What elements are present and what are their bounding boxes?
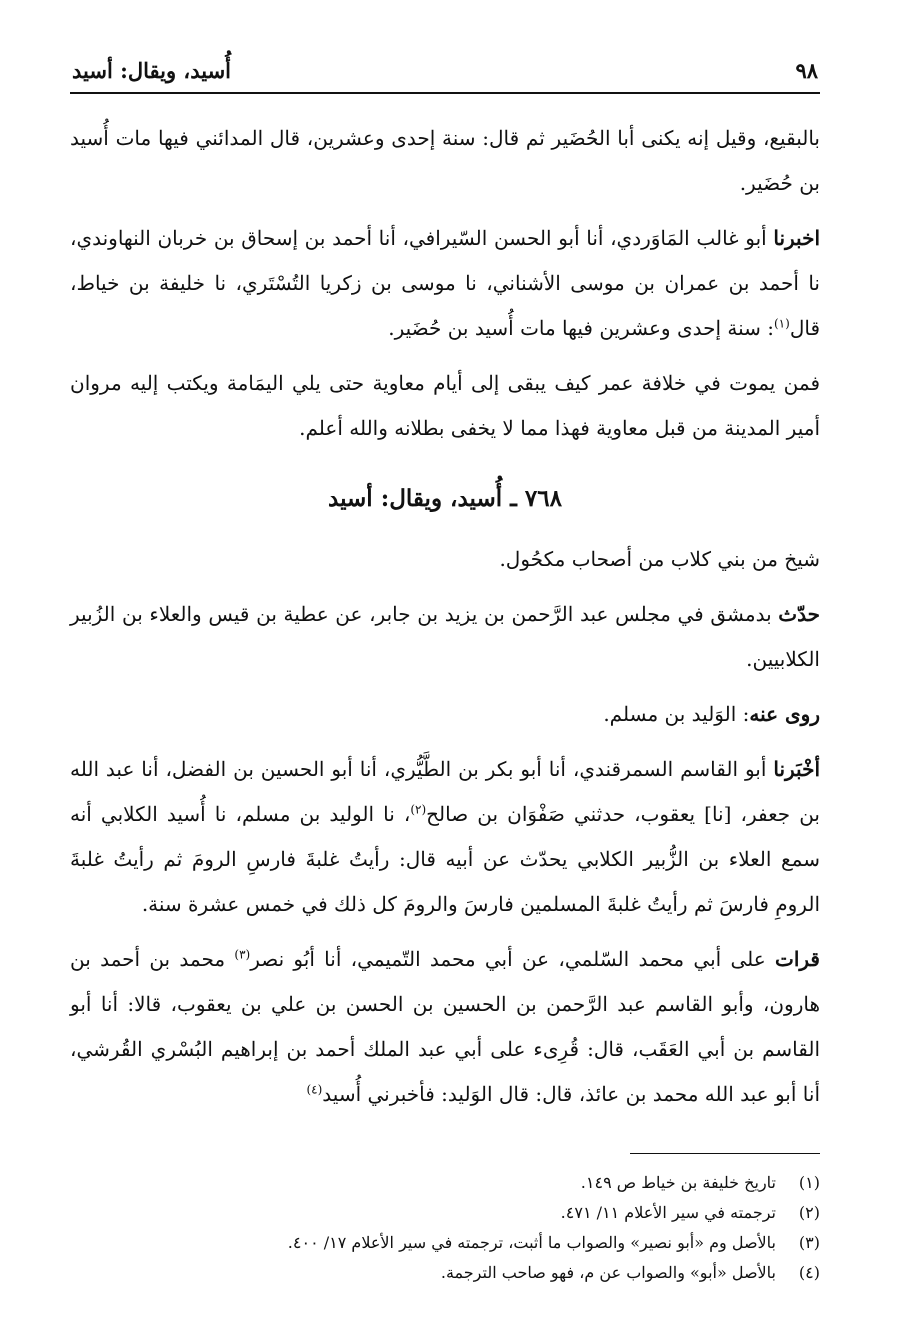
footnote-separator	[630, 1153, 820, 1154]
paragraph: شيخ من بني كلاب من أصحاب مكحُول.	[499, 547, 820, 571]
paragraph-lead: روى عنه	[749, 702, 820, 726]
page-header	[70, 52, 820, 94]
paragraph-lead: حدّث	[778, 602, 820, 626]
paragraph: روى عنه: الوَليد بن مسلم.	[603, 702, 820, 726]
footnote-text: ترجمته في سير الأعلام ١١/ ٤٧١.	[560, 1203, 776, 1222]
footnote-ref[interactable]: (٢)	[410, 802, 427, 817]
footnote-number: (٣)	[798, 1233, 820, 1252]
footnote	[70, 1228, 820, 1258]
paragraph-lead: قرات	[775, 947, 820, 971]
footnote	[70, 1168, 820, 1198]
footnote-text: بالأصل وم «أبو نصير» والصواب ما أثبت، ترجمته في سير الأعلام ١٧/ ٤٠٠.	[287, 1233, 776, 1252]
footnote-text: بالأصل «أبو» والصواب عن م، فهو صاحب الترجمة.	[440, 1263, 776, 1282]
main-text	[70, 116, 820, 1117]
paragraph: أخْبَرنا أبو القاسم السمرقندي، أنا أبو بكر بن الطَّيُّري، أنا أبو الحسين بن الفضل، أنا عبد الله بن جعفر، [نا] يعقوب، حدثني صَفْوَان بن صالح$^{(٢)}$، نا الوليد بن مسلم، نا أُسيد الكلابي أنه سمع العلاء بن الزُّبير الكلابي يحدّث عن أبيه قال: رأيتُ غلبةَ فارسِ الرومَ ثم رأيتُ غلبةَ الرومِ فارسَ ثم رأيتُ غلبةَ المسلمين فارسَ والرومَ كل ذلك في خمس عشرة سنة.	[70, 757, 821, 916]
footnotes	[70, 1168, 820, 1288]
paragraph: اخبرنا أبو غالب المَاوَردي، أنا أبو الحسن السّيرافي، أنا أحمد بن إسحاق بن خربان النهاوندي، نا أحمد بن عمران بن موسى الأشناني، نا موسى بن زكريا التُسْتَري، نا خليفة بن خياط، قال$^{(١)}$: سنة إحدى وعشرين فيها مات أُسيد بن حُضَير.	[70, 226, 820, 340]
footnote	[70, 1258, 820, 1288]
footnote-number: (١)	[798, 1173, 820, 1192]
paragraph: حدّث بدمشق في مجلس عبد الرَّحمن بن يزيد بن جابر، عن عطية بن قيس والعلاء بن الزُبير الكلابيين.	[70, 602, 820, 671]
entry-heading: ٧٦٨ ـ أُسيد، ويقال: أسيد	[328, 485, 562, 512]
paragraph: قرات على أبي محمد السّلمي، عن أبي محمد التّميمي، أنا أبُو نصر$^{(٣)}$ محمد بن أحمد بن هارون، وأبو القاسم عبد الرَّحمن بن الحسين بن الحسن بن علي بن يعقوب، قالا: أنا أبو القاسم بن أبي العَقَب، قال: قُرِىء على أبي عبد الملك أحمد بن إبراهيم البُسْري القُرشي، أنا أبو عبد الله محمد بن عائذ، قال: قال الوَليد: فأخبرني أُسيد$^{(٤)}$	[70, 947, 820, 1106]
paragraph-lead: أخْبَرنا	[773, 757, 821, 781]
paragraph: فمن يموت في خلافة عمر كيف يبقى إلى أيام معاوية حتى يلي اليمَامة ويكتب إليه مروان أمير المدينة من قبل معاوية فهذا مما لا يخفى بطلانه والله أعلم.	[70, 371, 820, 440]
footnote-ref[interactable]: (٣)	[234, 947, 251, 962]
footnote-number: (٢)	[798, 1203, 820, 1222]
footnote-ref[interactable]: (١)	[773, 316, 790, 331]
page-number: ٩٨	[795, 58, 818, 83]
footnote-ref[interactable]: (٤)	[306, 1082, 323, 1097]
running-title: أُسيد، ويقال: أسيد	[72, 58, 231, 83]
footnote-text: تاريخ خليفة بن خياط ص ١٤٩.	[580, 1173, 776, 1192]
paragraph: بالبقيع، وقيل إنه يكنى أبا الحُضَير ثم قال: سنة إحدى وعشرين، قال المدائني فيها مات أُسيد بن حُضَير.	[70, 126, 820, 195]
book-page	[70, 52, 820, 1288]
footnote	[70, 1198, 820, 1228]
footnote-number: (٤)	[798, 1263, 820, 1282]
paragraph-lead: اخبرنا	[773, 226, 820, 250]
